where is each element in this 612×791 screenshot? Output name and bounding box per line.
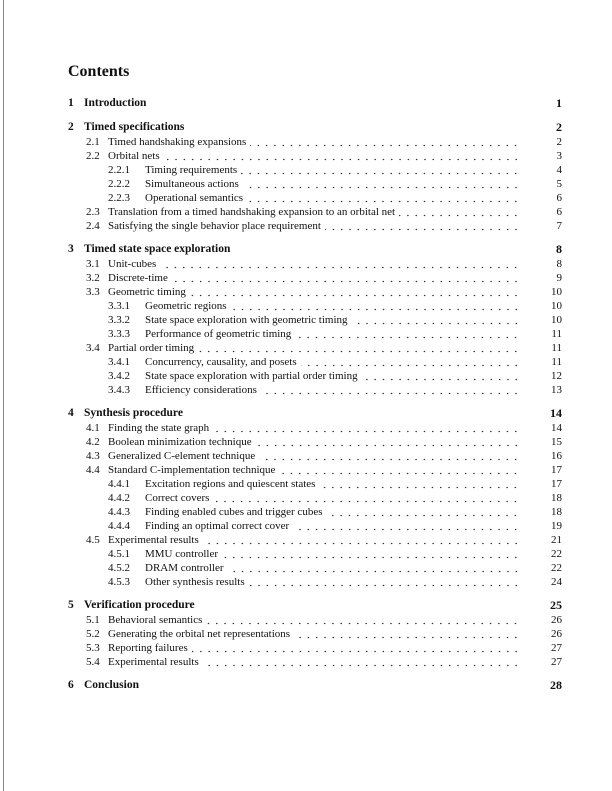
dot-leader [256,437,520,447]
toc-entry-title: Boolean minimization technique [108,436,252,448]
toc-entry-title: Synthesis procedure [84,407,183,419]
dot-leader [250,137,520,147]
dot-leader [164,151,520,161]
toc-entry-number: 4.4.1 [108,478,130,490]
toc-entry-title: Translation from a timed handshaking expansion to an orbital net [108,206,396,218]
toc-entry-title: Excitation regions and quiescent states [145,478,316,490]
toc-entry-number: 1 [68,97,74,109]
toc-chapter-entry[interactable] [66,403,562,421]
toc-section-entry[interactable] [66,299,562,313]
toc-entry-number: 4.2 [86,436,100,448]
dot-leader [190,287,520,297]
toc-entry-number: 4.3 [86,450,100,462]
toc-entry-title: State space exploration with partial order timing [145,370,358,382]
toc-section-entry[interactable] [66,477,562,491]
toc-entry-page: 14 [551,422,562,434]
toc-entry-page: 18 [551,506,562,518]
dot-leader [241,165,520,175]
toc-entry-number: 4.4.4 [108,520,130,532]
toc-entry-number: 5.2 [86,628,100,640]
toc-entry-title: Correct covers [145,492,210,504]
toc-entry-number: 3.4.2 [108,370,130,382]
dot-leader [199,601,516,611]
toc-entry-page: 25 [550,598,562,612]
toc-entry-page: 11 [551,328,562,340]
dot-leader [231,301,520,311]
toc-entry-number: 3.4 [86,342,100,354]
dot-leader [279,465,520,475]
toc-entry-title: Reporting failures [108,642,188,654]
dot-leader [143,681,516,691]
toc-entry-page: 2 [556,136,562,148]
dot-leader [293,521,520,531]
toc-section-entry[interactable] [66,505,562,519]
toc-entry-page: 10 [551,314,562,326]
dot-leader [198,343,520,353]
toc-entry-page: 3 [556,150,562,162]
toc-entry-page: 4 [556,164,562,176]
toc-entry-page: 27 [551,656,562,668]
table-of-contents [66,93,562,693]
dot-leader [247,193,520,203]
toc-entry-page: 26 [551,628,562,640]
toc-entry-number: 4.5.3 [108,576,130,588]
dot-leader [228,563,520,573]
toc-entry-page: 6 [556,192,562,204]
toc-entry-page: 24 [551,576,562,588]
dot-leader [187,409,516,419]
toc-entry-page: 21 [551,534,562,546]
toc-entry-title: Finding enabled cubes and trigger cubes [145,506,323,518]
toc-entry-page: 28 [550,678,562,692]
toc-section-entry[interactable] [66,463,562,477]
dot-leader [222,549,520,559]
toc-entry-title: Experimental results [108,534,199,546]
toc-entry-page: 9 [556,272,562,284]
dot-leader [249,577,520,587]
toc-entry-title: Partial order timing [108,342,195,354]
dot-leader [188,123,516,133]
toc-section-entry[interactable] [66,547,562,561]
dot-leader [326,507,520,517]
toc-entry-page: 22 [551,562,562,574]
toc-entry-number: 4.4.2 [108,492,130,504]
toc-section-entry[interactable] [66,655,562,669]
toc-entry-title: Timed state space exploration [84,243,231,255]
toc-entry-number: 3.1 [86,258,100,270]
toc-entry-title: Concurrency, causality, and posets [145,356,297,368]
toc-entry-number: 2.2.1 [108,164,130,176]
toc-entry-page: 17 [551,478,562,490]
toc-entry-number: 4 [68,407,74,419]
toc-section-entry[interactable] [66,561,562,575]
dot-leader [301,357,520,367]
toc-chapter-entry[interactable] [66,239,562,257]
toc-entry-title: State space exploration with geometric timing [145,314,348,326]
toc-entry-title: Standard C-implementation technique [108,464,276,476]
toc-entry-title: Operational semantics [145,192,244,204]
dot-leader [261,385,520,395]
toc-section-entry[interactable] [66,327,562,341]
dot-leader [150,99,516,109]
toc-entry-number: 5.1 [86,614,100,626]
toc-section-entry[interactable] [66,449,562,463]
toc-entry-page: 11 [551,356,562,368]
toc-entry-page: 19 [551,520,562,532]
toc-entry-page: 14 [550,406,562,420]
toc-chapter-entry[interactable] [66,595,562,613]
toc-entry-number: 4.5 [86,534,100,546]
toc-entry-page: 12 [551,370,562,382]
toc-entry-number: 4.4.3 [108,506,130,518]
toc-entry-title: Geometric timing [108,286,186,298]
toc-section-entry[interactable] [66,613,562,627]
toc-section-entry[interactable] [66,491,562,505]
toc-entry-page: 26 [551,614,562,626]
dot-leader [203,657,520,667]
toc-entry-title: Satisfying the single behavior place requirement [108,220,321,232]
toc-entry-number: 5 [68,599,74,611]
dot-leader [352,315,520,325]
toc-entry-number: 3 [68,243,74,255]
toc-entry-page: 5 [556,178,562,190]
toc-entry-number: 6 [68,679,74,691]
toc-entry-number: 4.1 [86,422,100,434]
toc-section-entry[interactable] [66,435,562,449]
toc-chapter-entry[interactable] [66,675,562,693]
toc-section-entry[interactable] [66,369,562,383]
toc-section-entry[interactable] [66,219,562,233]
toc-entry-title: MMU controller [145,548,219,560]
toc-entry-number: 2.2 [86,150,100,162]
toc-section-entry[interactable] [66,205,562,219]
toc-entry-number: 2.1 [86,136,100,148]
dot-leader [295,329,520,339]
dot-leader [234,245,516,255]
toc-entry-title: Timing requirements [145,164,238,176]
toc-entry-number: 3.3.3 [108,328,130,340]
dot-leader [203,535,520,545]
toc-entry-number: 4.5.1 [108,548,130,560]
toc-entry-page: 6 [556,206,562,218]
dot-leader [213,493,520,503]
toc-entry-number: 3.2 [86,272,100,284]
toc-entry-page: 15 [551,436,562,448]
toc-section-entry[interactable] [66,627,562,641]
toc-entry-page: 22 [551,548,562,560]
dot-leader [362,371,520,381]
toc-entry-title: Experimental results [108,656,199,668]
dot-leader [325,221,520,231]
toc-entry-number: 2.4 [86,220,100,232]
toc-entry-title: Finding an optimal correct cover [145,520,290,532]
toc-entry-title: DRAM controller [145,562,224,574]
toc-entry-page: 16 [551,450,562,462]
toc-entry-number: 5.3 [86,642,100,654]
toc-entry-title: Behavioral semantics [108,614,203,626]
dot-leader [259,451,520,461]
toc-entry-title: Verification procedure [84,599,195,611]
toc-entry-page: 11 [551,342,562,354]
toc-entry-number: 4.5.2 [108,562,130,574]
toc-entry-number: 2 [68,121,74,133]
toc-section-entry[interactable] [66,149,562,163]
toc-entry-title: Geometric regions [145,300,227,312]
toc-entry-title: Conclusion [84,679,139,691]
toc-section-entry[interactable] [66,355,562,369]
page-edge-line [3,0,4,791]
toc-section-entry[interactable] [66,341,562,355]
dot-leader [319,479,520,489]
toc-entry-title: Performance of geometric timing [145,328,292,340]
toc-section-entry[interactable] [66,533,562,547]
toc-entry-title: Timed handshaking expansions [108,136,247,148]
toc-entry-number: 3.3.2 [108,314,130,326]
toc-entry-number: 3.3 [86,286,100,298]
dot-leader [213,423,520,433]
toc-entry-page: 2 [556,120,562,134]
toc-entry-page: 10 [551,300,562,312]
toc-entry-number: 3.4.3 [108,384,130,396]
toc-section-entry[interactable] [66,313,562,327]
toc-entry-number: 2.2.3 [108,192,130,204]
toc-entry-title: Generating the orbital net representations [108,628,291,640]
toc-section-entry[interactable] [66,575,562,589]
toc-entry-number: 2.3 [86,206,100,218]
toc-entry-title: Finding the state graph [108,422,210,434]
toc-section-entry[interactable] [66,177,562,191]
toc-section-entry[interactable] [66,641,562,655]
toc-entry-page: 1 [556,96,562,110]
toc-entry-title: Other synthesis results [145,576,245,588]
toc-entry-title: Discrete-time [108,272,168,284]
toc-section-entry[interactable] [66,383,562,397]
toc-entry-page: 17 [551,464,562,476]
dot-leader [192,643,520,653]
toc-section-entry[interactable] [66,257,562,271]
dot-leader [243,179,520,189]
toc-entry-number: 3.3.1 [108,300,130,312]
toc-section-entry[interactable] [66,163,562,177]
toc-entry-page: 8 [556,258,562,270]
toc-entry-title: Simultaneous actions [145,178,239,190]
toc-entry-page: 10 [551,286,562,298]
toc-section-entry[interactable] [66,421,562,435]
toc-entry-number: 2.2.2 [108,178,130,190]
dot-leader [172,273,520,283]
toc-chapter-entry[interactable] [66,93,562,111]
toc-entry-page: 13 [551,384,562,396]
toc-entry-title: Generalized C-element technique [108,450,256,462]
toc-chapter-entry[interactable] [66,117,562,135]
toc-entry-page: 18 [551,492,562,504]
toc-entry-number: 5.4 [86,656,100,668]
toc-entry-page: 7 [556,220,562,232]
toc-entry-number: 3.4.1 [108,356,130,368]
toc-section-entry[interactable] [66,135,562,149]
page-title: Contents [68,63,130,80]
toc-entry-title: Efficiency considerations [145,384,257,396]
toc-section-entry[interactable] [66,285,562,299]
toc-entry-title: Unit-cubes [108,258,157,270]
toc-entry-number: 4.4 [86,464,100,476]
toc-section-entry[interactable] [66,519,562,533]
toc-entry-page: 8 [556,242,562,256]
dot-leader [160,259,520,269]
toc-section-entry[interactable] [66,191,562,205]
toc-entry-title: Introduction [84,97,147,109]
toc-section-entry[interactable] [66,271,562,285]
toc-entry-title: Orbital nets [108,150,160,162]
dot-leader [399,207,520,217]
toc-entry-title: Timed specifications [84,121,185,133]
toc-entry-page: 27 [551,642,562,654]
dot-leader [294,629,520,639]
dot-leader [206,615,520,625]
